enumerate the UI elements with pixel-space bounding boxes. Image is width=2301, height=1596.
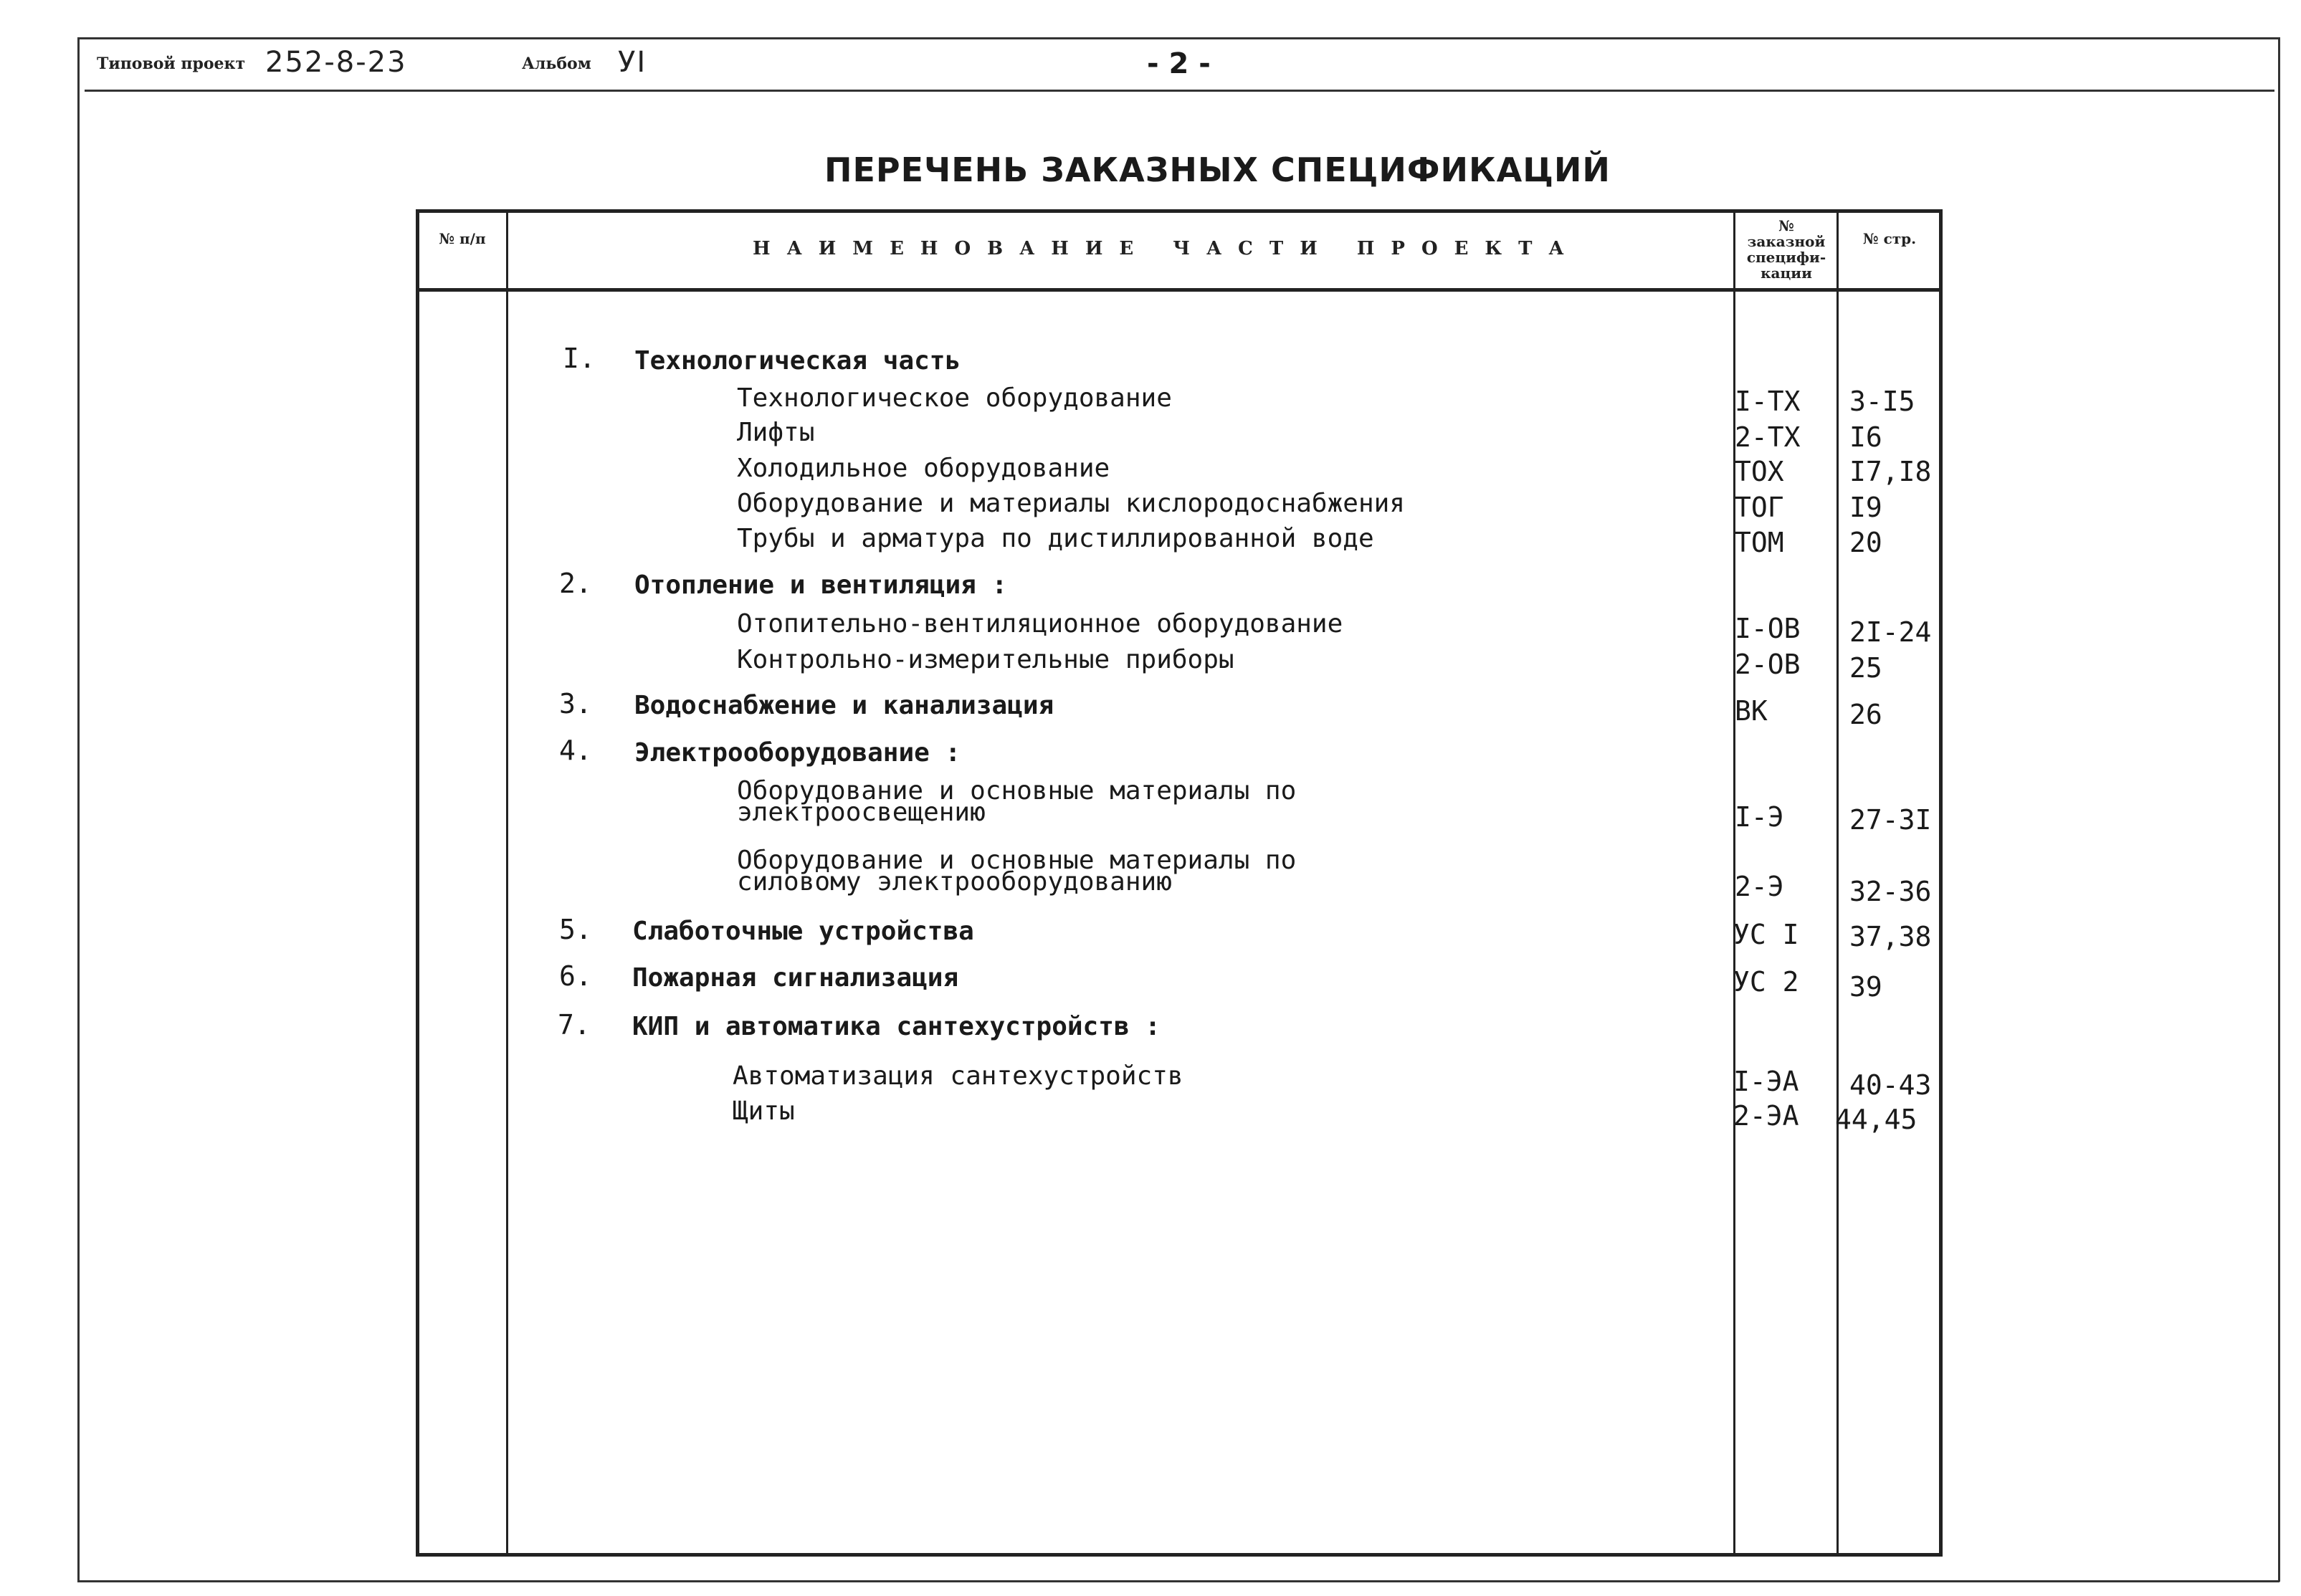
row-spec: УС 2: [1733, 966, 1799, 998]
row-page: 3-I5: [1849, 386, 1915, 417]
row-page: 37,38: [1849, 921, 1932, 952]
section-title: Пожарная сигнализация: [632, 963, 959, 993]
row-name: Оборудование и основные материалы по: [737, 776, 1297, 806]
column-header-spec: № заказной специфи- кации: [1746, 217, 1826, 282]
row-name: Оборудование и материалы кислородоснабжения: [737, 489, 1405, 518]
row-spec: 2-ТХ: [1735, 421, 1801, 453]
section-title: Слаботочные устройства: [632, 917, 974, 946]
row-name: Автоматизация сантехустройств: [733, 1061, 1183, 1091]
page-number: - 2 -: [1147, 47, 1211, 80]
section-number: 4.: [559, 735, 592, 766]
album-label: Альбом: [522, 54, 591, 73]
row-page: 20: [1849, 527, 1882, 558]
section-title: Отопление и вентиляция :: [634, 570, 1008, 600]
section-title: Электрооборудование :: [634, 738, 961, 768]
row-page: 44,45: [1835, 1104, 1918, 1135]
frame-border-top: [77, 37, 2279, 39]
row-spec: ТОМ: [1735, 527, 1784, 558]
frame-border-left: [77, 37, 80, 1582]
row-name: Отопительно-вентиляционное оборудование: [737, 609, 1343, 639]
row-page: 26: [1849, 699, 1882, 730]
column-divider-page: [1836, 209, 1839, 1557]
section-number: 6.: [559, 960, 592, 992]
specification-table: [416, 209, 1943, 1557]
section-number: 5.: [559, 914, 592, 945]
row-spec: I-ЭА: [1733, 1066, 1799, 1097]
album-number: УI: [618, 46, 647, 79]
row-spec: ТОХ: [1735, 456, 1784, 487]
row-name: Трубы и арматура по дистиллированной воде: [737, 524, 1374, 553]
section-title: КИП и автоматика сантехустройств :: [632, 1012, 1161, 1041]
row-page: 27-3I: [1849, 804, 1932, 836]
column-header-page: № стр.: [1862, 230, 1917, 247]
row-name-continued: электроосвещению: [737, 798, 986, 827]
row-page: 25: [1849, 652, 1882, 684]
row-spec: 2-ОВ: [1735, 649, 1801, 680]
section-number: 7.: [558, 1009, 591, 1041]
row-page: I9: [1849, 492, 1882, 523]
row-name: Оборудование и основные материалы по: [737, 846, 1297, 875]
row-name: Холодильное оборудование: [737, 454, 1110, 483]
row-name: Контрольно-измерительные приборы: [737, 645, 1234, 674]
section-number: I.: [563, 343, 596, 374]
row-spec: I-ОВ: [1735, 613, 1801, 644]
row-page: I6: [1849, 421, 1882, 453]
section-number: 3.: [559, 688, 592, 720]
row-spec: ВК: [1735, 695, 1768, 727]
column-header-name: НАИМЕНОВАНИЕ ЧАСТИ ПРОЕКТА: [753, 238, 1581, 259]
column-divider-num: [506, 209, 508, 1557]
section-number: 2.: [559, 568, 592, 599]
row-page: 32-36: [1849, 876, 1932, 907]
section-title: Технологическая часть: [634, 346, 961, 376]
row-name: Технологическое оборудование: [737, 383, 1172, 413]
row-page: 39: [1849, 971, 1882, 1003]
row-spec: I-ТХ: [1735, 386, 1801, 417]
column-header-num: № п/п: [439, 230, 486, 247]
row-spec: I-Э: [1735, 801, 1784, 833]
row-spec: ТОГ: [1735, 492, 1784, 523]
table-header-rule: [416, 288, 1943, 292]
row-spec: УС I: [1733, 919, 1799, 950]
row-page: 2I-24: [1849, 616, 1932, 648]
frame-border-right: [2278, 37, 2280, 1582]
row-page: 40-43: [1849, 1069, 1932, 1101]
document-title: ПЕРЕЧЕНЬ ЗАКАЗНЫХ СПЕЦИФИКАЦИЙ: [824, 150, 1611, 189]
header-rule: [85, 90, 2274, 92]
frame-border-bottom: [77, 1580, 2279, 1582]
row-name: Лифты: [737, 418, 815, 447]
section-title: Водоснабжение и канализация: [634, 691, 1054, 720]
row-page: I7,I8: [1849, 456, 1932, 487]
row-name-continued: силовому электрооборудованию: [737, 867, 1172, 897]
project-number: 252-8-23: [265, 46, 407, 79]
project-label: Типовой проект: [97, 54, 246, 73]
row-spec: 2-Э: [1735, 871, 1784, 902]
row-name: Щиты: [733, 1096, 795, 1126]
row-spec: 2-ЭА: [1733, 1100, 1799, 1132]
